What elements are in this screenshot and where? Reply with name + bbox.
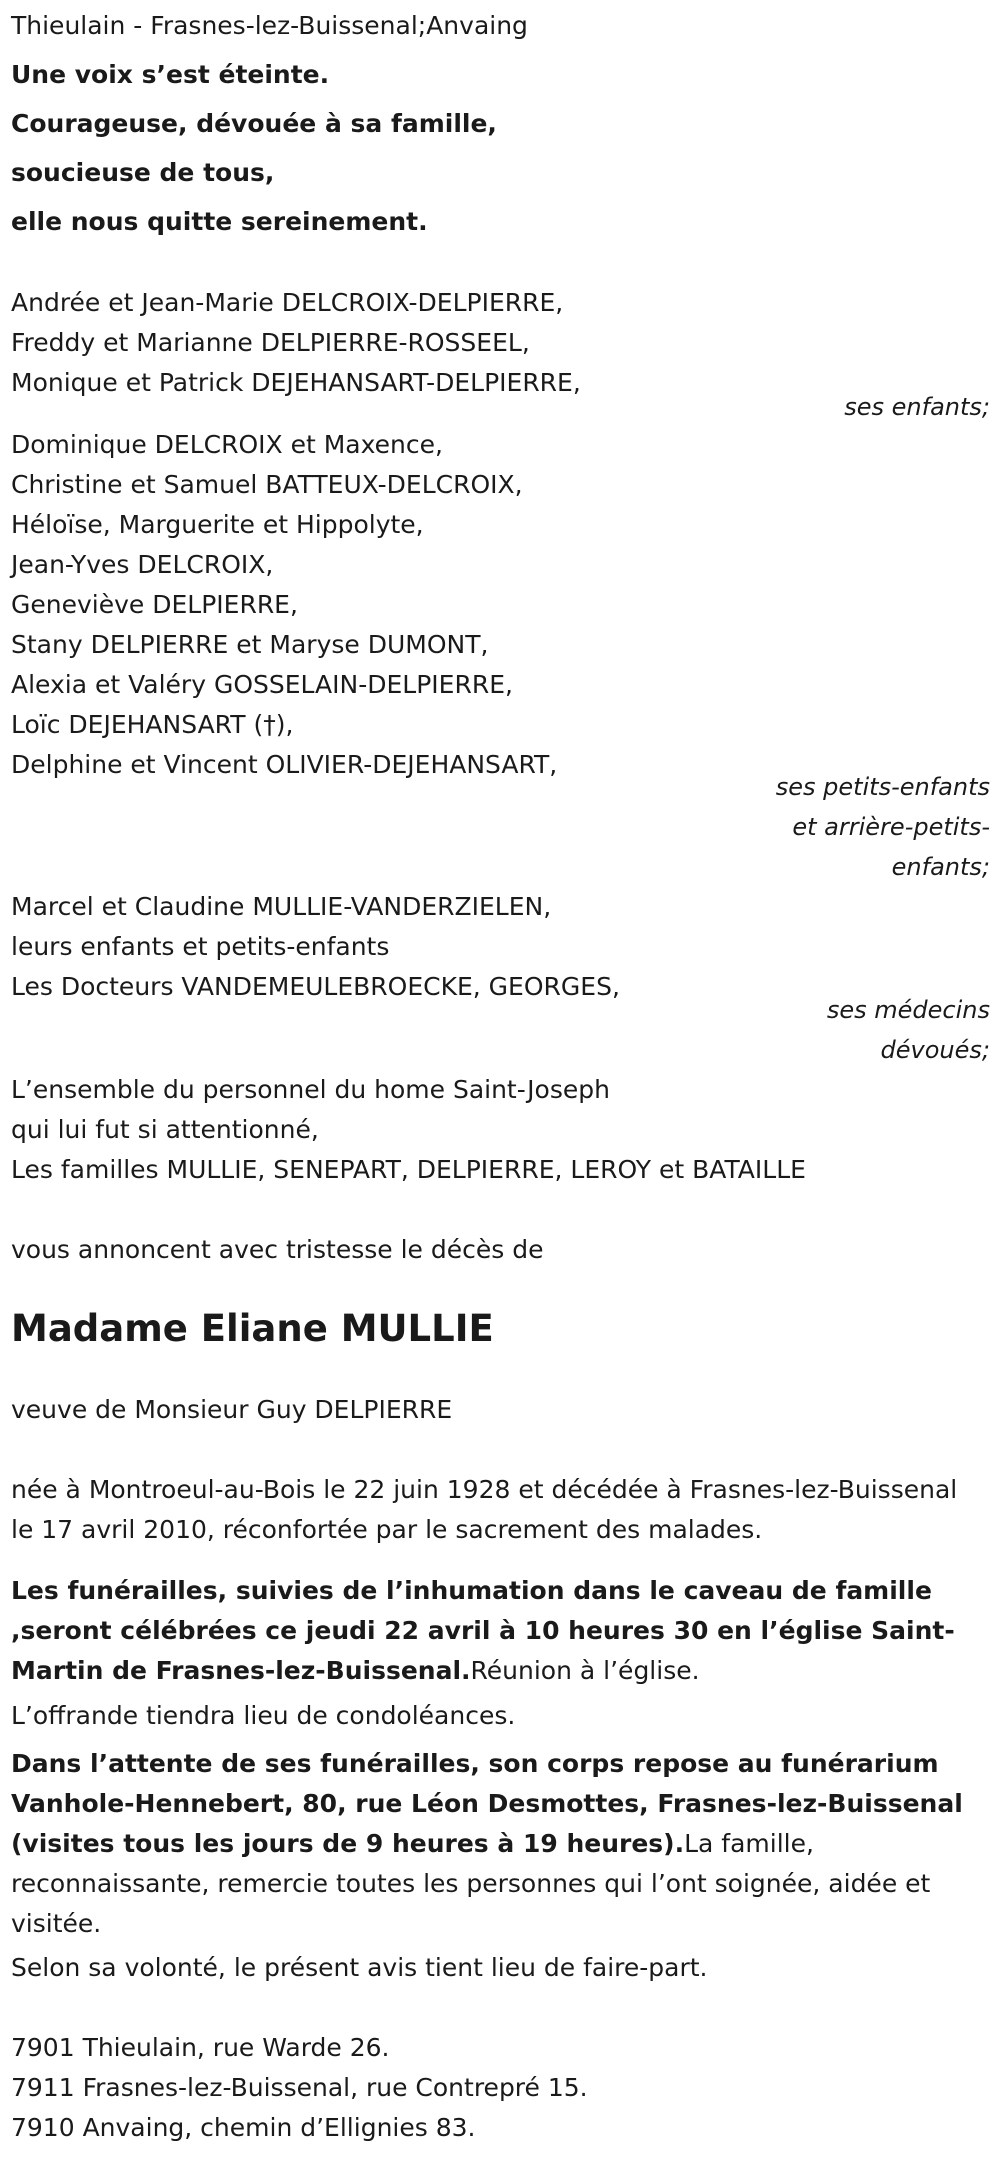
grandchild-entry: Jean-Yves DELCROIX, — [11, 550, 274, 579]
staff-entry: qui lui fut si attentionné, — [11, 1115, 319, 1144]
family-thanks: La famille, reconnaissante, remercie toutes les personnes qui l’ont soignée, aidée et visitée. — [11, 1829, 931, 1938]
child-entry: Freddy et Marianne DELPIERRE-ROSSEEL, — [11, 328, 530, 357]
grandchildren-label: et arrière-petits- — [792, 813, 990, 841]
header-locations: Thieulain - Frasnes-lez-Buissenal;Anvaing — [11, 11, 528, 40]
staff-entry: Les familles MULLIE, SENEPART, DELPIERRE, LEROY et BATAILLE — [11, 1155, 806, 1184]
grandchildren-label: ses petits-enfants — [775, 773, 990, 801]
address-line: 7911 Frasnes-lez-Buissenal, rue Contrepré 15. — [11, 2073, 588, 2102]
resting-place-details — [11, 1744, 986, 1944]
offering-note: L’offrande tiendra lieu de condoléances. — [11, 1701, 516, 1730]
epitaph-line: elle nous quitte sereinement. — [11, 207, 428, 236]
funeral-meeting: Réunion à l’église. — [470, 1656, 700, 1685]
funeral-details-bold: Les funérailles, suivies de l’inhumation dans le caveau de famille ,seront célébrées ce jeudi 22 avril à 10 heures 30 en l’église Saint-Martin de Frasnes-lez-Buissenal. — [11, 1576, 955, 1685]
address-line: 7901 Thieulain, rue Warde 26. — [11, 2033, 390, 2062]
grandchild-entry: Christine et Samuel BATTEUX-DELCROIX, — [11, 470, 523, 499]
child-entry: Monique et Patrick DEJEHANSART-DELPIERRE, — [11, 368, 581, 397]
staff-entry: L’ensemble du personnel du home Saint-Joseph — [11, 1075, 610, 1104]
epitaph-line: soucieuse de tous, — [11, 158, 275, 187]
birth-death-details: née à Montroeul-au-Bois le 22 juin 1928 et décédée à Frasnes-lez-Buissenal le 17 avril 2010, réconfortée par le sacrement des malades. — [11, 1475, 958, 1544]
grandchild-entry: Dominique DELCROIX et Maxence, — [11, 430, 443, 459]
doctors-label: dévoués; — [880, 1036, 990, 1064]
announcement-text: vous annoncent avec tristesse le décès de — [11, 1235, 544, 1264]
deceased-name: Madame Eliane MULLIE — [11, 1307, 494, 1350]
grandchild-entry: Delphine et Vincent OLIVIER-DEJEHANSART, — [11, 750, 558, 779]
grandchild-entry: Loïc DEJEHANSART (†), — [11, 710, 294, 739]
widow-of: veuve de Monsieur Guy DELPIERRE — [11, 1395, 453, 1424]
epitaph-line: Une voix s’est éteinte. — [11, 60, 330, 89]
grandchildren-label: enfants; — [891, 853, 990, 881]
children-label: ses enfants; — [844, 393, 990, 421]
child-entry: Andrée et Jean-Marie DELCROIX-DELPIERRE, — [11, 288, 564, 317]
grandchild-entry: Stany DELPIERRE et Maryse DUMONT, — [11, 630, 489, 659]
relative-entry: Marcel et Claudine MULLIE-VANDERZIELEN, — [11, 892, 552, 921]
relative-entry: leurs enfants et petits-enfants — [11, 932, 390, 961]
notice-statement: Selon sa volonté, le présent avis tient lieu de faire-part. — [11, 1953, 708, 1982]
address-line: 7910 Anvaing, chemin d’Ellignies 83. — [11, 2113, 476, 2142]
funeral-details — [11, 1571, 986, 1691]
grandchild-entry: Alexia et Valéry GOSSELAIN-DELPIERRE, — [11, 670, 513, 699]
grandchild-entry: Geneviève DELPIERRE, — [11, 590, 298, 619]
resting-place-bold: Dans l’attente de ses funérailles, son corps repose au funérarium Vanhole-Hennebert, 80, rue Léon Desmottes, Frasnes-lez-Buissenal (visites tous les jours de 9 heures à 19 heures). — [11, 1749, 963, 1858]
grandchild-entry: Héloïse, Marguerite et Hippolyte, — [11, 510, 424, 539]
epitaph-line: Courageuse, dévouée à sa famille, — [11, 109, 497, 138]
relative-entry: Les Docteurs VANDEMEULEBROECKE, GEORGES, — [11, 972, 620, 1001]
doctors-label: ses médecins — [826, 996, 990, 1024]
